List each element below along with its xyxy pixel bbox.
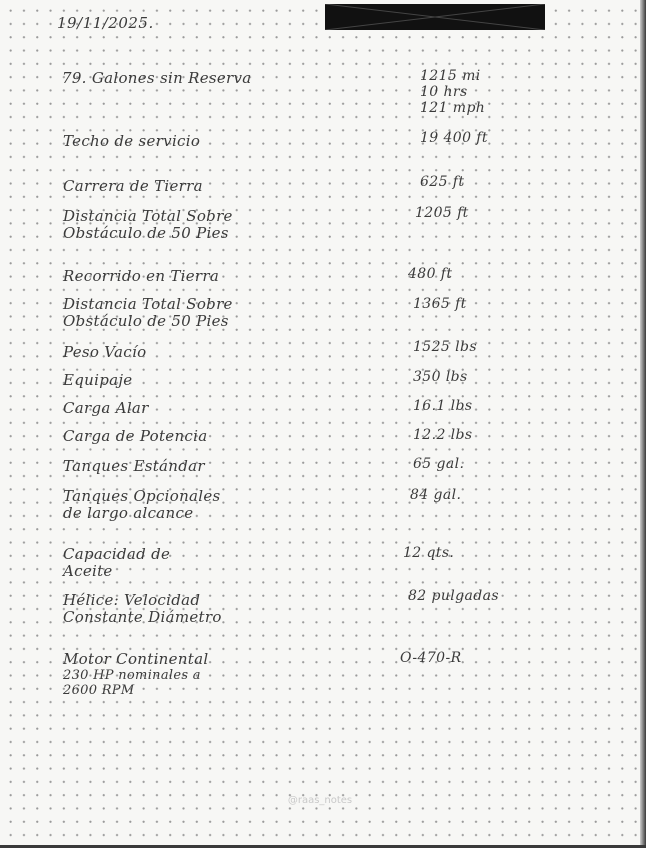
- spec-value-ground-roll: [408, 266, 452, 282]
- spec-label-range: [62, 70, 252, 87]
- spec-label-total-distance-takeoff: [63, 208, 233, 242]
- spec-label-line: 230 HP nominales a: [63, 668, 201, 683]
- spec-value-range: [420, 68, 485, 116]
- spec-label-line: Hélice: Velocidad: [63, 591, 201, 609]
- page-edge-shadow: [640, 0, 646, 848]
- spec-value-line: 350 lbs: [413, 369, 468, 385]
- spec-label-line: Equipaje: [63, 371, 133, 389]
- spec-label-ground-roll: [63, 268, 219, 285]
- spec-label-line: Tanques Opcionales: [63, 487, 221, 505]
- spec-label-line: Aceite: [63, 562, 113, 580]
- watermark: @raas_notes: [287, 795, 353, 806]
- spec-label-empty-weight: [63, 344, 146, 361]
- spec-label-propeller: [63, 592, 222, 626]
- spec-value-line: 12.2 lbs: [413, 427, 473, 443]
- spec-label-line: Recorrido en Tierra: [63, 267, 220, 285]
- spec-value-empty-weight: [413, 339, 477, 355]
- spec-value-wing-loading: [413, 398, 472, 414]
- spec-label-line: Capacidad de: [63, 545, 171, 563]
- spec-label-line: Peso Vacío: [63, 343, 147, 361]
- spec-value-line: 65 gal.: [413, 456, 465, 472]
- spec-label-line: de largo alcance: [63, 504, 194, 522]
- spec-value-service-ceiling: [420, 130, 488, 146]
- spec-value-line: 19 400 ft: [420, 130, 488, 146]
- spec-value-line: 480 ft: [408, 266, 453, 282]
- spec-value-line: O-470-R: [400, 650, 462, 666]
- spec-label-total-distance-landing: [63, 296, 233, 330]
- spec-label-line: Obstáculo de 50 Pies: [63, 312, 229, 330]
- spec-value-line: 10 hrs: [420, 84, 468, 100]
- spec-label-service-ceiling: [63, 133, 200, 150]
- spec-value-line: 1215 mi: [420, 68, 481, 84]
- spec-label-line: Distancia Total Sobre: [63, 295, 233, 313]
- page-date: 19/11/2025.: [57, 14, 154, 32]
- spec-label-baggage: [63, 372, 132, 389]
- spec-label-engine: [63, 651, 208, 698]
- spec-value-oil-capacity: [403, 545, 454, 561]
- spec-value-line: 12 qts.: [403, 545, 455, 561]
- spec-label-ground-run: [63, 178, 203, 195]
- spec-label-line: Constante Diámetro: [63, 608, 222, 626]
- spec-label-optional-tanks: [63, 488, 221, 522]
- spec-value-line: 121 mph: [420, 100, 486, 116]
- spec-value-line: 1205 ft: [415, 205, 469, 221]
- spec-value-propeller: [408, 588, 499, 604]
- spec-label-wing-loading: [63, 400, 149, 417]
- spec-value-engine: [400, 650, 462, 666]
- spec-value-power-loading: [413, 427, 472, 443]
- spec-label-line: Obstáculo de 50 Pies: [63, 224, 229, 242]
- spec-value-line: 625 ft: [420, 174, 465, 190]
- spec-label-oil-capacity: [63, 546, 170, 580]
- spec-value-standard-tanks: [413, 456, 464, 472]
- spec-value-line: 16.1 lbs: [413, 398, 473, 414]
- spec-value-total-distance-landing: [413, 296, 467, 312]
- spec-label-line: Tanques Estándar: [63, 457, 205, 475]
- spec-label-line: 2600 RPM: [63, 683, 135, 698]
- spec-value-ground-run: [420, 174, 464, 190]
- spec-label-line: Motor Continental: [63, 650, 209, 668]
- redacted-area: [325, 4, 545, 30]
- spec-label-standard-tanks: [63, 458, 205, 475]
- spec-value-optional-tanks: [410, 487, 461, 503]
- spec-label-line: Carga Alar: [63, 399, 149, 417]
- spec-value-line: 82 pulgadas: [408, 588, 499, 604]
- spec-label-line: Techo de servicio: [63, 132, 201, 150]
- spec-label-line: Distancia Total Sobre: [63, 207, 233, 225]
- spec-label-line: Carga de Potencia: [63, 427, 208, 445]
- spec-value-baggage: [413, 369, 468, 385]
- spec-value-line: 84 gal.: [410, 487, 462, 503]
- spec-label-line: 79. Galones sin Reserva: [62, 69, 252, 87]
- spec-value-line: 1525 lbs: [413, 339, 477, 355]
- spec-label-line: Carrera de Tierra: [63, 177, 203, 195]
- spec-value-line: 1365 ft: [413, 296, 467, 312]
- spec-value-total-distance-takeoff: [415, 205, 469, 221]
- spec-label-power-loading: [63, 428, 207, 445]
